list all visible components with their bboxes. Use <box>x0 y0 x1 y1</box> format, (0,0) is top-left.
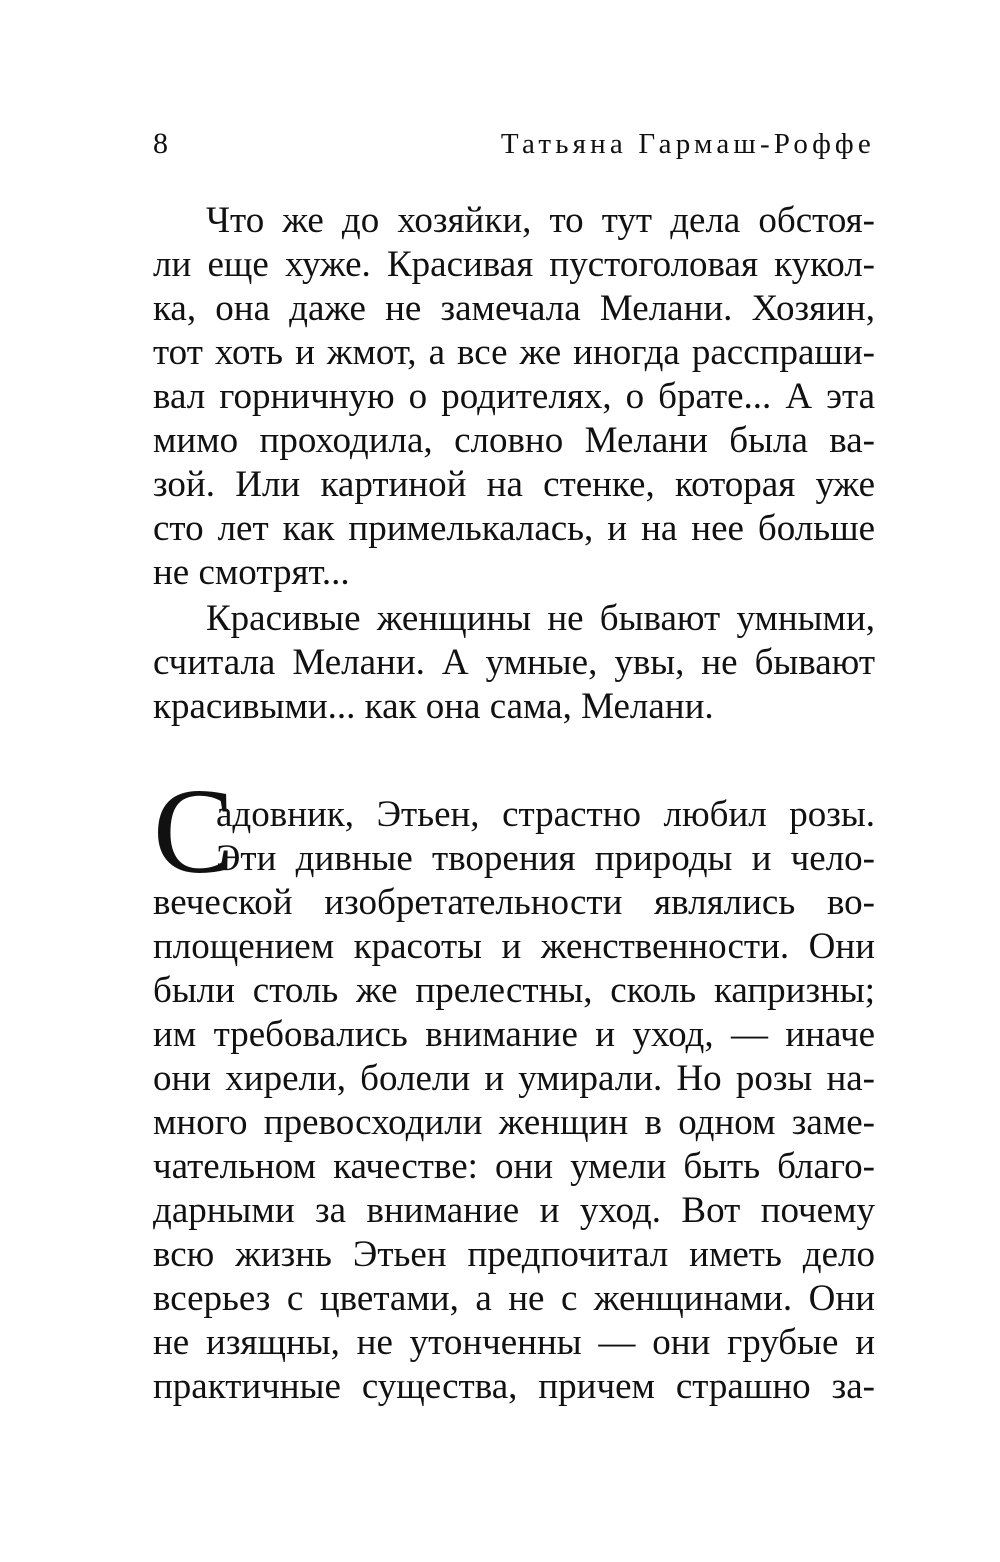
text-line: всю жизнь Этьен предпочитал иметь дело <box>153 1234 875 1275</box>
text-line: зой. Или картиной на стенке, которая уже <box>153 464 875 505</box>
text-line: мимо проходила, словно Мелани была ва- <box>153 420 875 461</box>
text-line: дарными за внимание и уход. Вот почему <box>153 1190 875 1231</box>
text-line: сто лет как примелькалась, и на нее больше <box>153 508 875 549</box>
text-line: ли еще хуже. Красивая пустоголовая кукол- <box>153 244 875 285</box>
text-line: были столь же прелестны, сколь капризны; <box>153 970 875 1011</box>
text-line: практичные существа, причем страшно за- <box>153 1366 875 1407</box>
text-line: не изящны, не утонченны — они грубые и <box>153 1322 875 1363</box>
text-line: ка, она даже не замечала Мелани. Хозяин, <box>153 288 875 329</box>
text-line: Эти дивные творения природы и чело- <box>216 838 875 879</box>
text-line: они хирели, болели и умирали. Но розы на- <box>153 1058 875 1099</box>
text-line: считала Мелани. А умные, увы, не бывают <box>153 642 875 683</box>
drop-cap: С <box>153 764 235 899</box>
text-line: Что же до хозяйки, то тут дела обстоя- <box>206 200 875 241</box>
text-line: чательном качестве: они умели быть благо- <box>153 1146 875 1187</box>
text-line: им требовались внимание и уход, — иначе <box>153 1014 875 1055</box>
running-head-title: Татьяна Гармаш-Роффе <box>500 128 875 160</box>
text-line: вал горничную о родителях, о брате... А эта <box>153 376 875 417</box>
text-line: адовник, Этьен, страстно любил розы. <box>216 794 875 835</box>
page-number: 8 <box>153 127 168 160</box>
text-line: площением красоты и женственности. Они <box>153 926 875 967</box>
text-line: тот хоть и жмот, а все же иногда расспраши- <box>153 332 875 373</box>
text-line: много превосходили женщин в одном заме- <box>153 1102 875 1143</box>
text-line: красивыми... как она сама, Мелани. <box>153 686 714 727</box>
text-line: веческой изобретательности являлись во- <box>153 882 875 923</box>
text-line: всерьез с цветами, а не с женщинами. Они <box>153 1278 875 1319</box>
text-line: не смотрят... <box>153 552 350 593</box>
text-line: Красивые женщины не бывают умными, <box>206 598 875 639</box>
running-head <box>153 124 875 164</box>
